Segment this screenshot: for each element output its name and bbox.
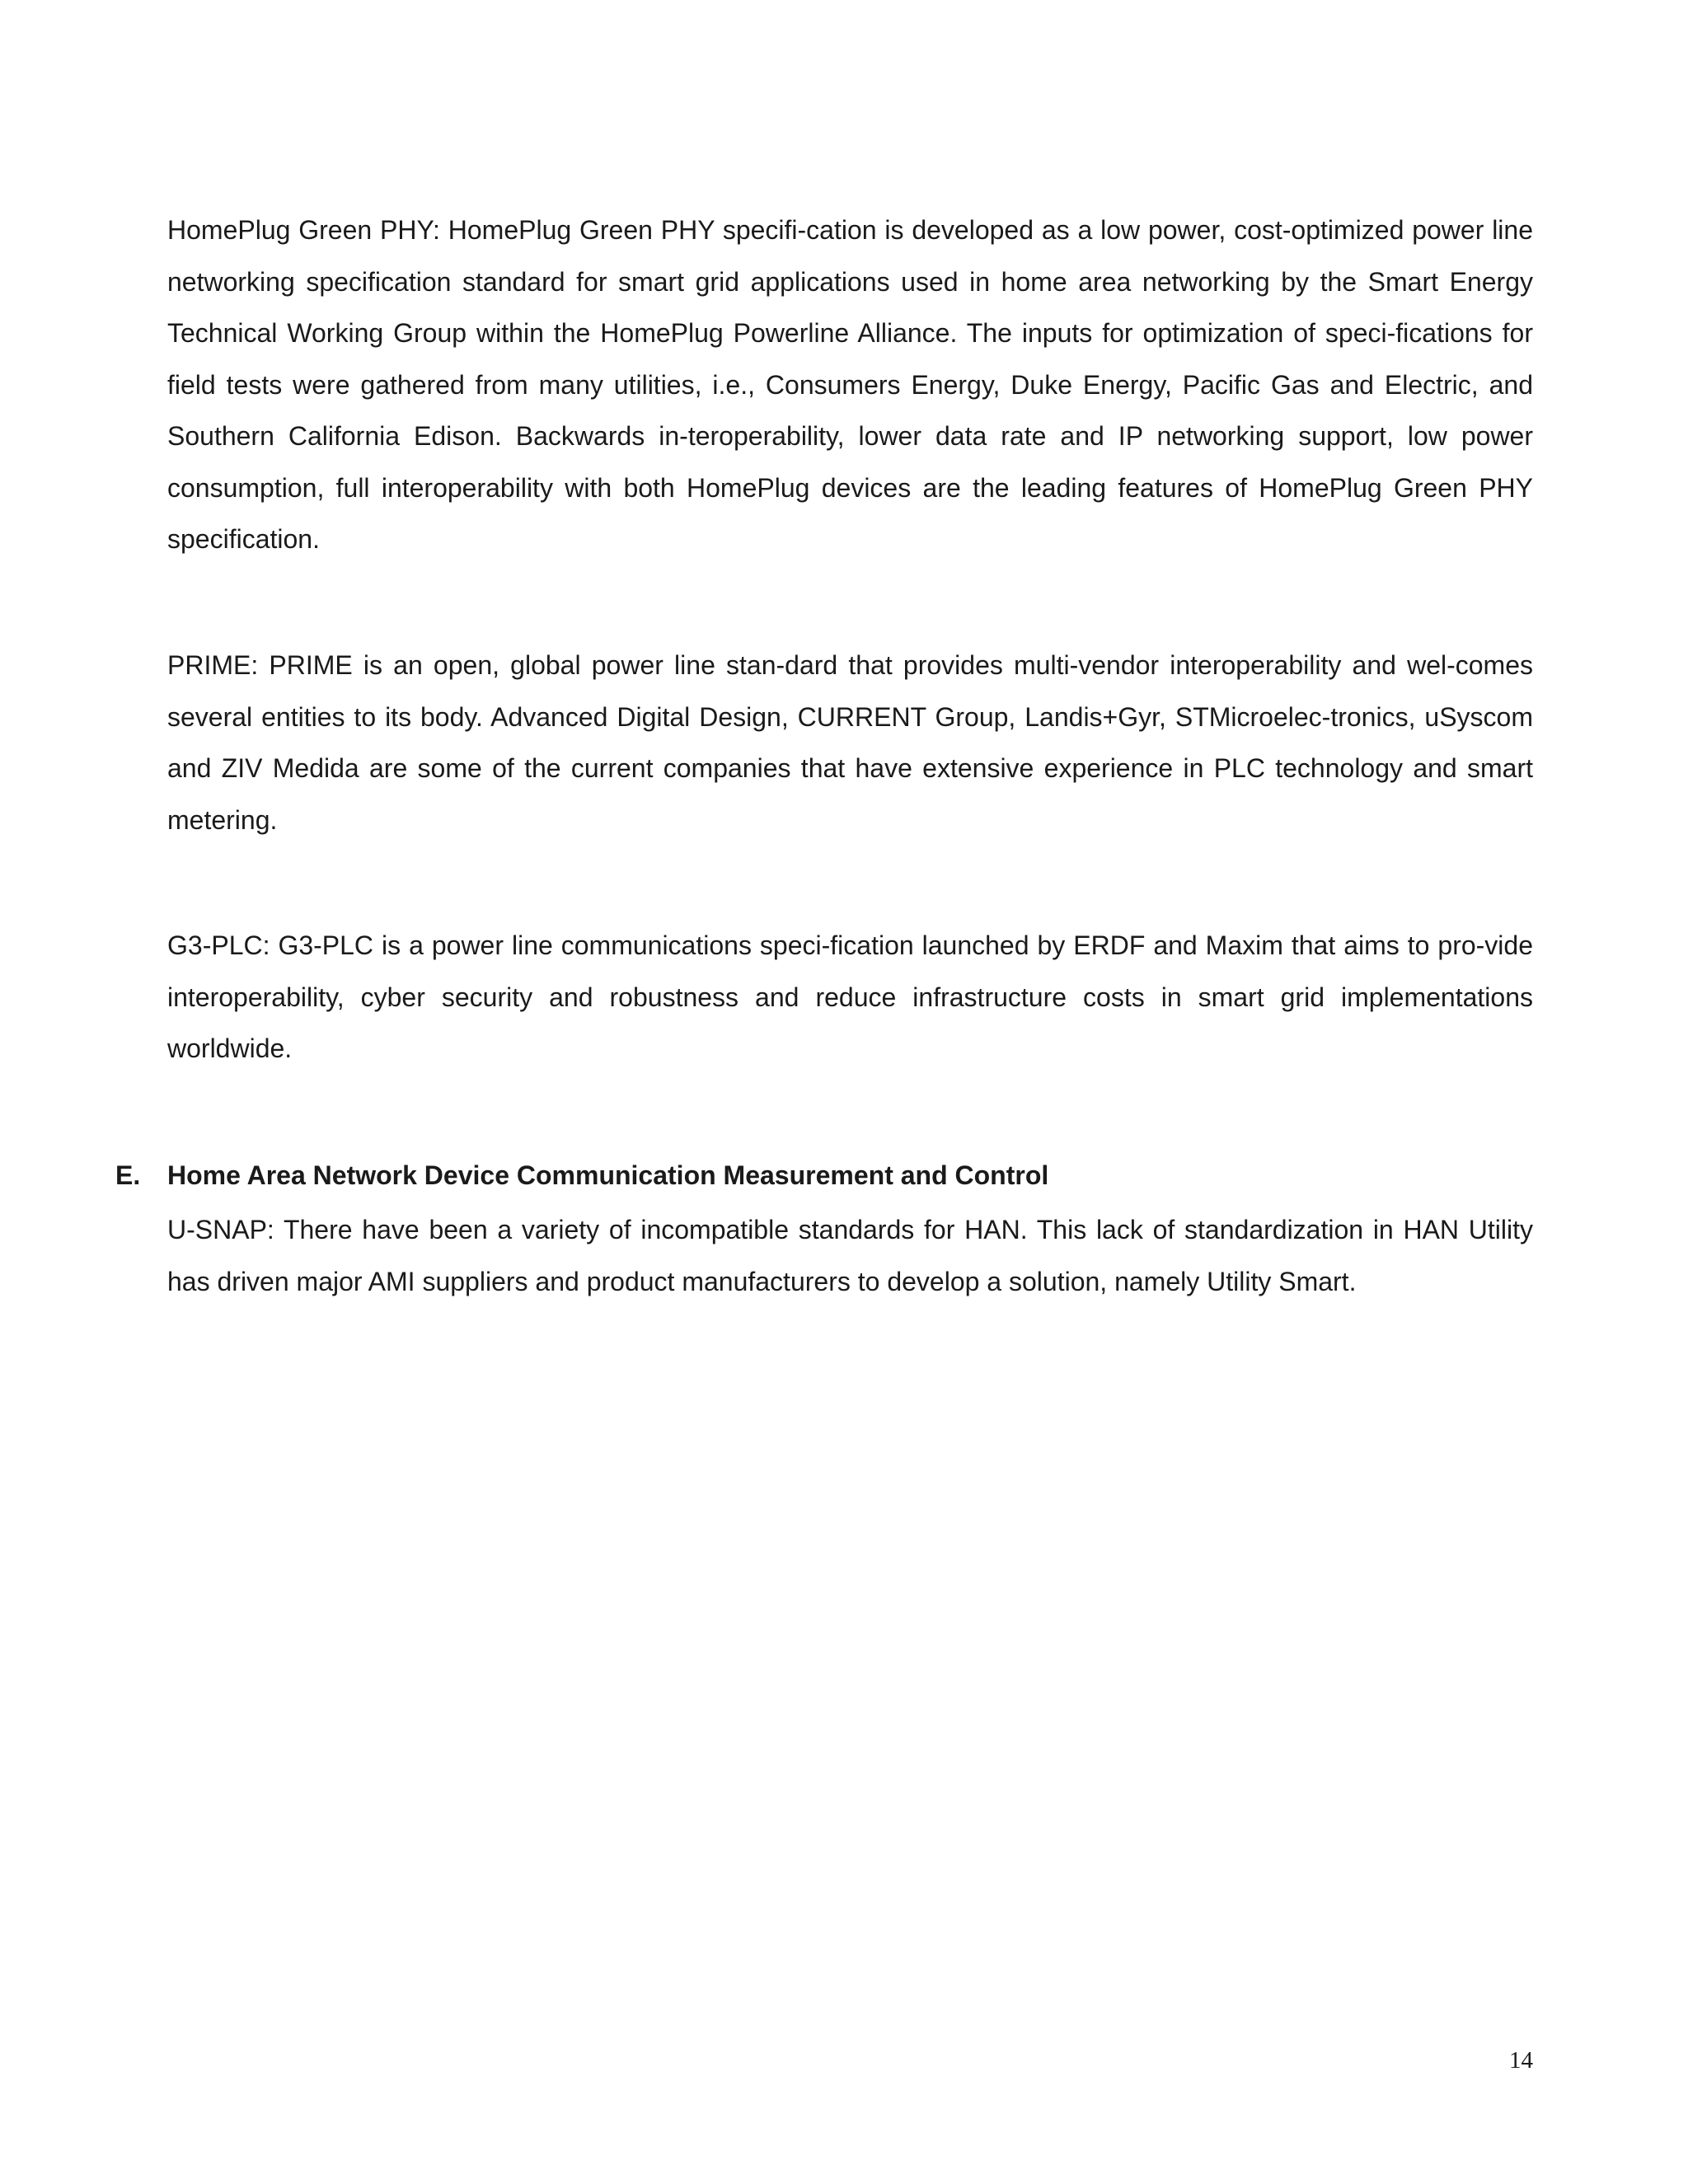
section-e-marker: E. xyxy=(115,1160,141,1190)
paragraph-homeplug-green-phy: HomePlug Green PHY: HomePlug Green PHY specifi-cation is developed as a low power, cost-optimized power line networking specification standard for smart grid applications used in home area networking by the Smart Energy Technical Working Group within the HomePlug Powerline Alliance. The inputs for optimization of speci-fications for field tests were gathered from many utilities, i.e., Consumers Energy, Duke Energy, Pacific Gas and Electric, and Southern California Edison. Backwards in-teroperability, lower data rate and IP networking support, low power consumption, full interoperability with both HomePlug devices are the leading features of HomePlug Green PHY specification. xyxy=(167,215,1533,554)
section-e-heading: Home Area Network Device Communication Measurement and Control xyxy=(167,1160,1049,1190)
paragraph-u-snap: U-SNAP: There have been a variety of incompatible standards for HAN. This lack of standardization in HAN Utility has driven major AMI suppliers and product manufacturers to develop a solution, namely Utility Smart. xyxy=(167,1215,1533,1296)
paragraph-g3-plc: G3-PLC: G3-PLC is a power line communications speci-fication launched by ERDF and Maxim that aims to pro-vide interoperability, cyber security and robustness and reduce infrastructure costs in smart grid implementations worldwide. xyxy=(167,930,1533,1063)
paragraph-prime: PRIME: PRIME is an open, global power line stan-dard that provides multi-vendor interoperability and wel-comes several entities to its body. Advanced Digital Design, CURRENT Group, Landis+Gyr, STMicroelec-tronics, uSyscom and ZIV Medida are some of the current companies that have extensive experience in PLC technology and smart metering. xyxy=(167,650,1533,835)
page-number: 14 xyxy=(1509,2047,1533,2074)
